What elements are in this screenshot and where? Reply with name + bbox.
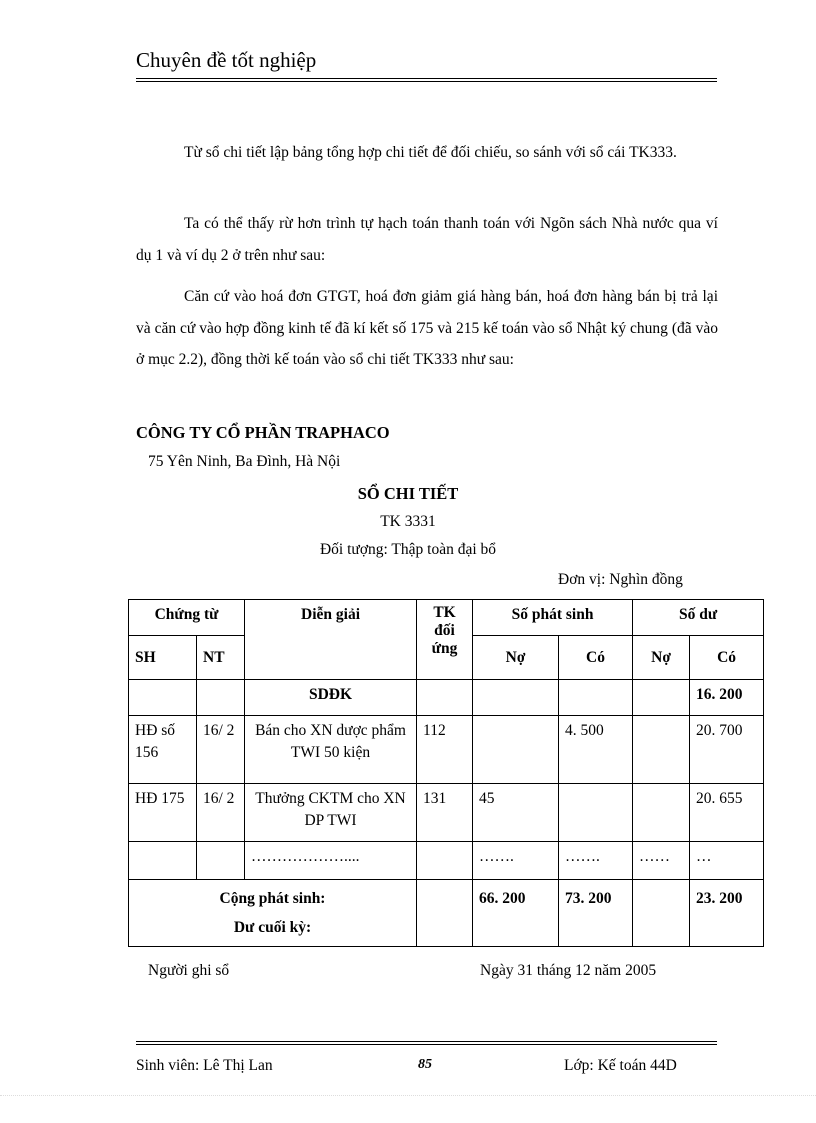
col-dien-giai: Diễn giải — [245, 600, 417, 680]
header-rule-top — [136, 78, 717, 79]
cell-no — [473, 716, 559, 784]
signature-recorder: Người ghi sổ — [148, 962, 230, 979]
total-label — [129, 880, 417, 947]
ledger-title: SỔ CHI TIẾT — [357, 484, 459, 503]
col-chung-tu: Chứng từ — [129, 600, 245, 636]
ledger-subject: Đối tượng: Thập toàn đại bổ — [319, 541, 497, 558]
page-header-title: Chuyên đề tốt nghiệp — [136, 48, 317, 72]
ledger-table — [128, 599, 764, 947]
table-row — [129, 716, 764, 784]
col-sh: SH — [129, 636, 197, 680]
dots-du-co: … — [690, 842, 764, 880]
total-row — [129, 880, 764, 947]
cell-sh: HĐ 175 — [129, 784, 197, 842]
company-address: 75 Yên Ninh, Ba Đình, Hà Nội — [148, 453, 341, 470]
col-co: Có — [559, 636, 633, 680]
paragraph-2: Ta có thể thấy rừ hơn trình tự hạch toán thanh toán với Ngõn sách Nhà nước qua ví dụ 1 và ví dụ 2 ở trên như sau: — [136, 215, 718, 264]
footer-rule-top — [136, 1041, 717, 1042]
signature-date: Ngày 31 tháng 12 năm 2005 — [480, 962, 657, 979]
col-no: Nợ — [473, 636, 559, 680]
cell-tk: 112 — [417, 716, 473, 784]
cell-du-no — [633, 716, 690, 784]
col-so-du: Số dư — [633, 600, 764, 636]
dots-no: ……. — [473, 842, 559, 880]
dots-co: ……. — [559, 842, 633, 880]
total-label-1: Cộng phát sinh: — [219, 890, 326, 907]
cell-co: 4. 500 — [559, 716, 633, 784]
cell-nt: 16/ 2 — [197, 716, 245, 784]
ledger-unit: Đơn vị: Nghìn đồng — [558, 571, 683, 588]
header-rule-bottom — [136, 81, 717, 82]
col-so-phat-sinh: Số phát sinh — [473, 600, 633, 636]
cell-no: 45 — [473, 784, 559, 842]
cell-du-co: 20. 655 — [690, 784, 764, 842]
col-du-co: Có — [690, 636, 764, 680]
total-no: 66. 200 — [473, 880, 559, 947]
footer-class: Lớp: Kế toán 44D — [564, 1057, 677, 1074]
cell-du-no — [633, 784, 690, 842]
paragraph-1: Từ sổ chi tiết lập bảng tổng hợp chi tiết để đối chiếu, so sánh với sổ cái TK333. — [184, 144, 677, 161]
cell-du-co: 20. 700 — [690, 716, 764, 784]
cell-desc: Bán cho XN dược phẩm TWI 50 kiện — [245, 716, 417, 784]
opening-label: SDĐK — [245, 680, 417, 716]
company-name: CÔNG TY CỔ PHẦN TRAPHACO — [136, 423, 390, 442]
paragraph-3: Căn cứ vào hoá đơn GTGT, hoá đơn giảm giá hàng bán, hoá đơn hàng bán bị trả lại và căn cứ vào hợp đồng kinh tế đã kí kết số 175 và 215 kế toán vào sổ Nhật ký chung (đã vào ở mục 2.2), đồng thời kế toán vào sổ chi tiết TK333 như sau: — [136, 288, 718, 368]
opening-du-co: 16. 200 — [690, 680, 764, 716]
cell-sh: HĐ số 156 — [129, 716, 197, 784]
dots-desc: ……………….... — [245, 842, 417, 880]
total-co: 73. 200 — [559, 880, 633, 947]
cell-nt: 16/ 2 — [197, 784, 245, 842]
dots-du-no: …… — [633, 842, 690, 880]
cell-co — [559, 784, 633, 842]
cell-tk: 131 — [417, 784, 473, 842]
cell-desc: Thưởng CKTM cho XN DP TWI — [245, 784, 417, 842]
page-number: 85 — [418, 1057, 432, 1072]
col-tk-doi-ung: TK đối ứng — [417, 600, 473, 680]
ledger-account: TK 3331 — [380, 513, 436, 530]
page-bottom-divider — [0, 1095, 816, 1096]
table-row — [129, 784, 764, 842]
total-du-co: 23. 200 — [690, 880, 764, 947]
opening-balance-row — [129, 680, 764, 716]
footer-student: Sinh viên: Lê Thị Lan — [136, 1057, 273, 1074]
footer-rule-bottom — [136, 1044, 717, 1045]
col-nt: NT — [197, 636, 245, 680]
col-du-no: Nợ — [633, 636, 690, 680]
header-row-1 — [129, 600, 764, 636]
dots-row — [129, 842, 764, 880]
total-label-2: Dư cuối kỳ: — [233, 919, 312, 936]
